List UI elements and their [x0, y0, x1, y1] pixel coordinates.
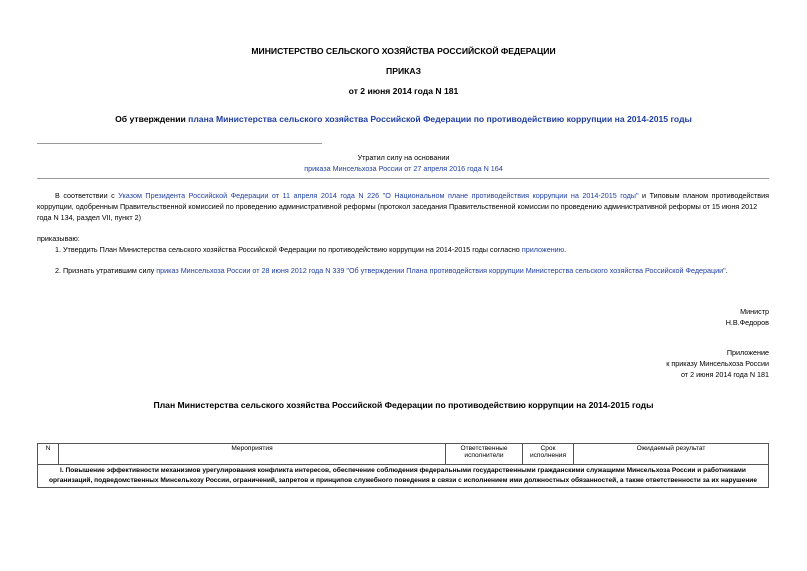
header-measure: Мероприятия: [59, 444, 446, 465]
divider-full: [37, 178, 769, 179]
order-item-1-tail: .: [564, 245, 567, 254]
document-type: ПРИКАЗ: [386, 66, 421, 76]
header-responsible: [446, 444, 523, 465]
header-term-1: Срок: [540, 445, 556, 452]
document-title-prefix: Об утверждении: [115, 114, 189, 124]
appendix-link[interactable]: приложению: [521, 245, 565, 254]
preamble-line1: [37, 190, 769, 201]
header-term-2: исполнения: [529, 452, 567, 459]
order-word: приказываю:: [37, 234, 80, 243]
preamble-text: В соответствии с: [55, 191, 119, 200]
order-item-2-tail: .: [725, 266, 728, 275]
appendix-line1: Приложение: [726, 348, 769, 357]
divider-short: [37, 143, 322, 144]
table-section-row: [38, 465, 769, 488]
header-result: Ожидаемый результат: [574, 444, 769, 465]
preamble-text2: и Типовым планом противодействия: [638, 191, 770, 200]
signature-name: Н.В.Федоров: [725, 318, 769, 327]
header-term: [523, 444, 574, 465]
preamble-line3: года N 134, раздел VII, пункт 2): [37, 213, 141, 222]
order-item-1: [55, 244, 566, 255]
preamble: [37, 190, 769, 223]
plan-title: План Министерства сельского хозяйства Российской Федерации по противодействию коррупции на 2014-2015 годы: [153, 400, 654, 410]
section-1-line1: I. Повышение эффективности механизмов урегулирования конфликта интересов, обеспечение соблюдения федеральными государственными гражданскими служащими Минсельхоза России и работниками: [60, 467, 746, 474]
signature-block: [726, 306, 769, 328]
plan-table: [37, 443, 769, 488]
repealed-order-link[interactable]: приказ Минсельхоза России от 28 июня 2012 года N 339 "Об утверждении Плана противодействия коррупции Министерства сельского хозяйства Российской Федерации": [156, 266, 726, 275]
preamble-line2: коррупции, одобренным Правительственной комиссией по проведению административной реформы (протокол заседания Правительственной комиссии по проведению административной реформы от 15 июня 2012: [37, 202, 758, 211]
header-responsible-1: Ответственные: [460, 445, 508, 452]
decree-link[interactable]: Указом Президента Российской Федерации от 11 апреля 2014 года N 226 "О Национальном плане противодействия коррупции на 2014-2015 годы": [118, 191, 639, 200]
appendix-header: [666, 347, 769, 380]
header-responsible-2: исполнители: [464, 452, 504, 459]
document-title-link[interactable]: плана Министерства сельского хозяйства Российской Федерации по противодействию коррупции на 2014-2015 годы: [188, 114, 692, 124]
table-header-row: [38, 444, 769, 465]
status-note-text: Утратил силу на основании: [357, 153, 450, 162]
order-item-2-text: 2. Признать утратившим силу: [55, 266, 157, 275]
header-n: N: [38, 444, 59, 465]
document-date-number: от 2 июня 2014 года N 181: [348, 86, 459, 96]
order-item-1-text: 1. Утвердить План Министерства сельского хозяйства Российской Федерации по противодействию коррупции на 2014-2015 годы согласно: [55, 245, 522, 254]
section-1-heading: [38, 465, 769, 488]
status-note-link[interactable]: приказа Минсельхоза России от 27 апреля 2016 года N 164: [304, 164, 503, 173]
signature-position: Министр: [740, 307, 769, 316]
appendix-line3: от 2 июня 2014 года N 181: [680, 370, 769, 379]
order-item-2: [55, 265, 728, 276]
section-1-line2: организаций, подведомственных Минсельхозу России, ограничений, запретов и принципов служебного поведения в связи с исполнением ими должностных обязанностей, а также ответственности за их нарушение: [48, 477, 758, 484]
appendix-line2: к приказу Минсельхоза России: [666, 359, 769, 368]
ministry-name: МИНИСТЕРСТВО СЕЛЬСКОГО ХОЗЯЙСТВА РОССИЙСКОЙ ФЕДЕРАЦИИ: [251, 46, 556, 56]
status-note-line2: [0, 163, 807, 174]
document-title: [0, 114, 807, 124]
